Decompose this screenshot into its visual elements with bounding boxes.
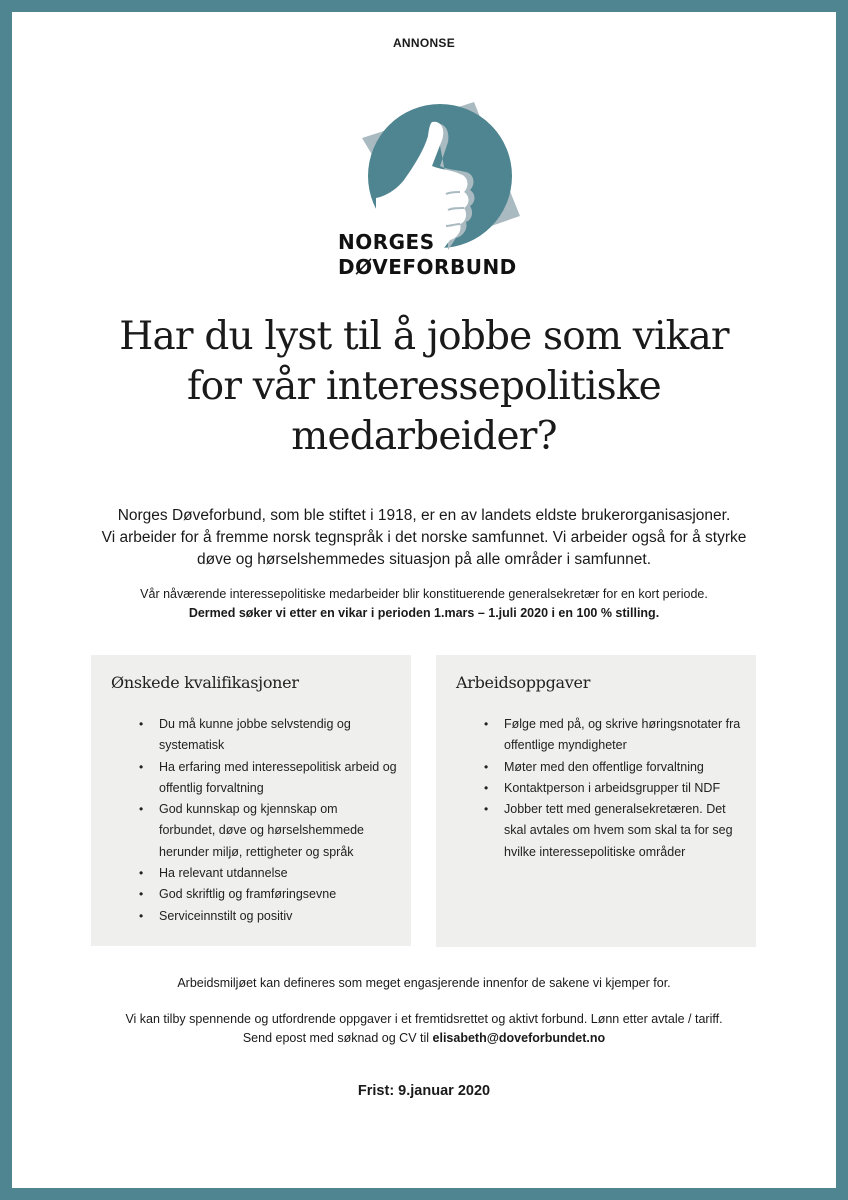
logo-line-1: NORGES <box>338 230 435 254</box>
intro-line-2: Vi arbeider for å fremme norsk tegnspråk i det norske samfunnet. Vi arbeider også for å styrke <box>101 529 747 546</box>
list-item <box>139 799 391 863</box>
list-item <box>484 757 736 778</box>
bullet-icon: • <box>484 780 489 795</box>
bullet-icon: • <box>139 759 144 774</box>
email-link[interactable]: elisabeth@doveforbundet.no <box>432 1031 606 1045</box>
intro-line-3: døve og hørselshemmedes situasjon på alle områder i samfunnet. <box>196 551 652 568</box>
list-item <box>139 863 391 884</box>
page-title <box>12 312 836 462</box>
bullet-icon: • <box>484 759 489 774</box>
list-item <box>139 714 391 757</box>
tasks-box <box>436 655 756 947</box>
notice-bold-text: Dermed søker vi etter en vikar i perioden 1.mars – 1.juli 2020 i en 100 % stilling. <box>188 606 660 620</box>
environment-text: Arbeidsmiljøet kan defineres som meget engasjerende innenfor de sakene vi kjemper for. <box>177 976 671 990</box>
list-item <box>484 799 736 863</box>
bullet-icon: • <box>484 717 489 731</box>
logo-wordmark <box>338 230 517 280</box>
list-item <box>484 714 741 757</box>
bullet-icon: • <box>139 866 144 881</box>
headline-text: Har du lyst til å jobbe som vikar for vår interessepolitiske medarbeider? <box>119 314 729 459</box>
list-item <box>139 906 391 927</box>
list-item-text: Kontaktperson i arbeidsgrupper til NDF <box>504 780 721 795</box>
send-application-line <box>12 1029 836 1048</box>
bullet-icon: • <box>139 887 144 902</box>
list-item <box>484 778 736 799</box>
list-item-text: Jobber tett med generalsekretæren. Det skal avtales om hvem som skal ta for seg hvilke interessepolitiske områder <box>504 802 733 859</box>
bullet-icon: • <box>484 802 489 817</box>
qualifications-list <box>111 714 397 927</box>
list-item-text: Følge med på, og skrive høringsnotater fra offentlige myndigheter <box>504 717 741 753</box>
qualifications-title: Ønskede kvalifikasjoner <box>111 673 299 692</box>
list-item <box>139 884 391 905</box>
intro-line-1: Norges Døveforbund, som ble stiftet i 1918, er en av landets eldste brukerorganisasjoner. <box>117 507 731 524</box>
list-item-text: God skriftlig og framføringsevne <box>159 887 337 902</box>
tasks-title: Arbeidsoppgaver <box>456 673 591 692</box>
advertisement-page <box>12 12 836 1188</box>
list-item-text: God kunnskap og kjennskap om forbundet, døve og hørselshemmede herunder miljø, rettigheter og språk <box>159 802 364 859</box>
logo-line-2: DØVEFORBUND <box>338 255 517 279</box>
intro-paragraph <box>72 505 776 571</box>
ad-label: ANNONSE <box>392 36 456 50</box>
offer-text: Vi kan tilby spennende og utfordrende oppgaver i et fremtidsrettet og aktivt forbund. Lønn etter avtale / tariff. <box>125 1012 723 1026</box>
qualifications-box <box>91 655 411 946</box>
tasks-list <box>456 714 741 863</box>
bullet-icon: • <box>139 717 144 731</box>
list-item-text: Serviceinnstilt og positiv <box>159 908 293 923</box>
notice-line-2 <box>52 604 796 623</box>
list-item-text: Du må kunne jobbe selvstendig og systematisk <box>159 717 351 753</box>
list-item <box>139 757 397 800</box>
send-prefix: Send epost med søknad og CV til <box>242 1031 430 1045</box>
notice-paragraph <box>52 585 796 623</box>
list-item-text: Møter med den offentlige forvaltning <box>504 759 704 774</box>
list-item-text: Ha relevant utdannelse <box>159 866 288 881</box>
bullet-icon: • <box>139 802 144 817</box>
deadline: Frist: 9.januar 2020 <box>357 1083 491 1099</box>
bullet-icon: • <box>139 908 144 923</box>
notice-line-1: Vår nåværende interessepolitiske medarbeider blir konstituerende generalsekretær for en kort periode. <box>140 587 708 601</box>
list-item-text: Ha erfaring med interessepolitisk arbeid og offentlig forvaltning <box>159 759 397 795</box>
